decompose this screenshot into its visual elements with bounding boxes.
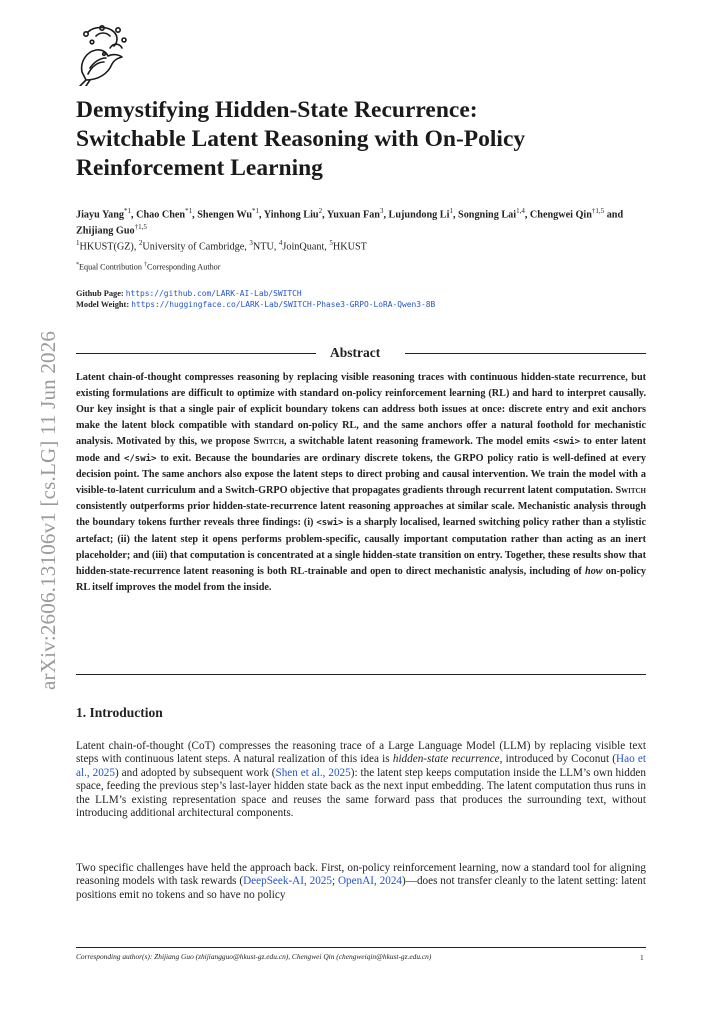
citation-link[interactable]: DeepSeek-AI, 2025 [243,875,332,888]
author-name: Chao Chen [136,209,186,221]
author-name: Chengwei Qin [529,209,592,221]
citation-link[interactable]: Hao et al., 2025 [76,753,646,779]
footnote-rule [76,947,646,948]
emphasis: hidden-state recurrence [392,753,500,766]
author-sup: †1,5 [134,223,147,232]
title-line: Switchable Latent Reasoning with On-Policy [76,126,526,152]
author-sup: *1 [185,207,193,215]
weights-label: Model Weight: [76,300,130,309]
equal-contribution-note: Equal Contribution [79,262,142,272]
emphasis: how [585,565,603,577]
abstract-text: Latent chain-of-thought compresses reasoning by replacing visible reasoning traces with continuous hidden-state recurrence, but existing formulations are difficult to optimize with standard on-policy reinforcement learning (RL) and hard to interpret causally. Our key insight is that a single pair of explicit boundary tokens can address both issues at once: discrete entry and exit anchors make the latent block compatible with standard on-policy RL, and the same anchors offer a natural foothold for mechanistic analysis. Motivated by this, we propose [76,372,646,447]
corresponding-author-footnote: Corresponding author(s): Zhijiang Guo (zhijiangguo@hkust-gz.edu.cn), Chengwei Qin (chengweiqin@hkust-gz.edu.cn) [76,952,432,961]
page-number: 1 [640,953,644,962]
author-name: Yinhong Liu [263,209,319,221]
abstract-text: to enter latent mode and [76,435,646,464]
author-sup: †1,5 [591,207,605,215]
author-sup: 1 [449,207,453,215]
abstract-text: on-policy RL itself improves the model from the inside. [76,565,646,593]
abstract-heading: Abstract [330,345,381,360]
paper-title [76,96,636,183]
author-name: Jiayu Yang [76,209,125,221]
affil-sup: 3 [249,239,253,247]
body-text: )—does not transfer cleanly to the latent setting: latent positions emit no tokens and so have no policy [76,875,646,901]
intro-paragraph-2 [76,862,646,902]
abstract-text: , a switchable latent reasoning framework. The model emits [284,435,553,447]
title-line: Reinforcement Learning [76,155,323,181]
body-text: ; [332,875,338,888]
abstract-rule-right [405,353,646,354]
abstract-rule-left [76,353,316,354]
bird-logo-icon [74,24,132,86]
author-sup: 2 [318,207,323,215]
affiliation: NTU [252,241,274,253]
enter-token: <swi> [316,518,344,529]
affil-sup: 1 [76,239,80,247]
resource-links [76,288,435,310]
contribution-note: *Equal Contribution †Corresponding Author [76,262,221,272]
github-link[interactable]: https://github.com/LARK-AI-Lab/SWITCH [125,289,302,298]
author-sup: 3 [379,207,384,215]
citation-link[interactable]: OpenAI, 2024 [337,875,403,888]
enter-token: <swi> [552,436,581,447]
body-text: ): the latent step keeps computation inside the LLM’s own hidden space, feeding the previous step’s last-layer hidden state back as the next input embedding. The latent computation thus runs in the LLM’s existing representation space and reuses the same forward pass that produces the surrounding text, without introducing additional architectural components. [76,766,646,820]
body-text: ) and adopted by subsequent work ( [114,766,276,779]
affil-sup: 4 [278,239,283,247]
affiliation: University of Cambridge [142,241,245,253]
abstract-body [76,370,646,596]
author-name: Lujundong Li [388,209,450,221]
section-heading: 1. Introduction [76,705,163,720]
author-sup: *1 [252,207,260,215]
affiliation: HKUST(GZ) [79,241,134,253]
affiliation-list: $^1$HKUST(GZ), $^2$University of Cambridge, $^3$NTU, $^4$JoinQuant, $^5$HKUST [76,239,367,253]
author-name: Zhijiang Guo [76,225,135,237]
github-label: Github Page: [76,289,124,298]
exit-token: </swi> [123,453,157,464]
author-list: Jiayu Yang$^{*1}$, Chao Chen$^{*1}$, Shengen Wu$^{*1}$, Yinhong Liu$^2$, Yuxuan Fan$^3$, Lujundong Li$^1$, Songning Lai$^{1,4}$, Chengwei Qin$^{\dagger 1,5}$ and Zhijiang Guo$^{\dagger 1,5}$ [76,207,624,237]
author-name: Shengen Wu [197,209,253,221]
corresponding-author-note: Corresponding Author [147,262,221,272]
author-name: Songning Lai [458,209,517,221]
abstract-bottom-rule [76,674,646,675]
intro-paragraph-1 [76,740,646,820]
author-sup: *1 [124,207,132,215]
body-text: Two specific challenges have held the approach back. First, on-policy reinforcement learning, now a standard tool for aligning reasoning models with task rewards ( [76,862,646,888]
method-name: Switch [615,485,646,497]
author-name: Yuxuan Fan [326,209,380,221]
affiliation: HKUST [332,241,367,253]
model-weights-link[interactable]: https://huggingface.co/LARK-Lab/SWITCH-Phase3-GRPO-LoRA-Qwen3-8B [131,300,436,309]
title-line: Demystifying Hidden-State Recurrence: [76,97,478,123]
citation-link[interactable]: Shen et al., 2025 [275,766,351,779]
abstract-text: to exit. Because the boundaries are ordinary discrete tokens, the GRPO policy ratio is well-defined at every decision point. The same anchors also expose the latent steps to direct probing and causal intervention. We train the model with a visible-to-latent curriculum and a Switch-GRPO objective that propagates gradients through recurrent latent computation. [76,452,646,497]
affil-sup: 2 [138,239,143,247]
method-name: Switch [253,435,285,447]
arxiv-sidebar-stamp: arXiv:2606.13106v1 [cs.LG] 11 Jun 2026 [36,330,60,690]
affiliation: JoinQuant [282,241,325,253]
abstract-text: is a sharply localised, learned switching policy rather than a stylistic artefact; (ii) the latent step it opens performs problem-specific, causally important computation rather than acting as an inert placeholder; and (iii) that computation is concentrated at a single hidden-state transition on entry. Together, these results show that hidden-state-recurrence latent reasoning is both RL-trainable and open to direct mechanistic analysis, including of [76,517,646,577]
affil-sup: 5 [329,239,333,247]
body-text: Latent chain-of-thought (CoT) compresses the reasoning trace of a Large Language Model (LLM) by replacing visible text steps with continuous latent steps. A natural realization of this idea is [76,740,646,766]
author-sup: 1,4 [516,207,525,215]
abstract-text: consistently outperforms prior hidden-state-recurrence latent reasoning approaches at similar scale. Mechanistic analysis through the boundary tokens further reveals three findings: (i) [76,501,646,529]
body-text: , introduced by Coconut ( [499,753,617,766]
